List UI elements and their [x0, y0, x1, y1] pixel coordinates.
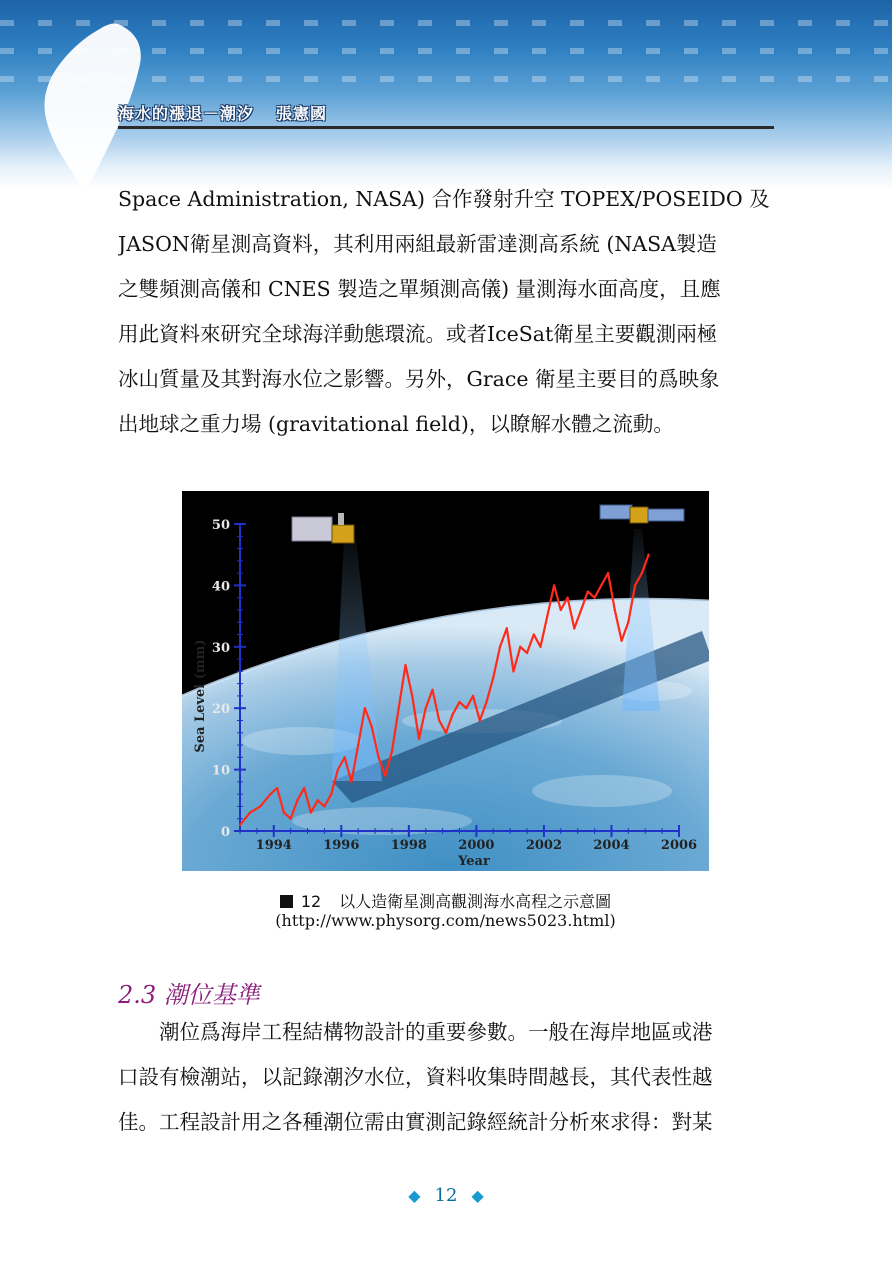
- data-point: [384, 775, 386, 777]
- figure-number: 12: [300, 892, 322, 911]
- data-point: [377, 756, 379, 758]
- data-point: [580, 609, 582, 611]
- data-point: [641, 572, 643, 574]
- data-point: [259, 805, 261, 807]
- data-point: [593, 596, 595, 598]
- text-line: 口設有檢潮站，以記錄潮汐水位，資料收集時間越長，其代表性越: [118, 1065, 713, 1089]
- header-rule: [118, 126, 774, 129]
- data-point: [506, 627, 508, 629]
- text-line: Space Administration, NASA) 合作發射升空 TOPEX/POSEIDO 及: [118, 187, 770, 211]
- data-point: [316, 799, 318, 801]
- y-tick-label: 10: [211, 763, 230, 779]
- x-tick-label: 1998: [390, 838, 427, 853]
- body-paragraph-2: [118, 1010, 774, 1145]
- page-footer: [0, 1185, 892, 1206]
- running-title-text: 海水的漲退－潮汐: [118, 104, 255, 123]
- data-point: [249, 811, 251, 813]
- data-point: [539, 646, 541, 648]
- data-point: [283, 811, 285, 813]
- data-point: [391, 750, 393, 752]
- data-point: [472, 695, 474, 697]
- data-point: [411, 695, 413, 697]
- data-point: [465, 707, 467, 709]
- data-point: [519, 646, 521, 648]
- data-point: [573, 627, 575, 629]
- section-heading: [118, 975, 260, 1010]
- data-point: [512, 670, 514, 672]
- figure-caption: [182, 889, 709, 912]
- data-point: [627, 621, 629, 623]
- data-point: [445, 732, 447, 734]
- text-line: 出地球之重力場 (gravitational field)，以瞭解水體之流動。: [118, 412, 674, 436]
- header-banner: [0, 0, 892, 190]
- data-point: [485, 701, 487, 703]
- data-point: [607, 572, 609, 574]
- data-point: [371, 725, 373, 727]
- data-point: [647, 554, 649, 556]
- x-tick-label: 2002: [525, 838, 563, 853]
- data-point: [418, 738, 420, 740]
- data-point: [546, 615, 548, 617]
- y-tick-label: 0: [220, 825, 230, 840]
- y-axis-label: Sea Level (mm): [193, 639, 208, 753]
- data-point: [526, 652, 528, 654]
- data-point: [587, 590, 589, 592]
- data-point: [398, 707, 400, 709]
- body-paragraph-1: [118, 177, 774, 447]
- section-title: 潮位基準: [163, 981, 260, 1009]
- data-point: [343, 756, 345, 758]
- diamond-icon: ◆: [471, 1186, 484, 1205]
- data-point: [499, 646, 501, 648]
- text-line: 冰山質量及其對海水位之影響。另外，Grace 衛星主要目的爲映象: [118, 367, 720, 391]
- x-tick-label: 2004: [593, 838, 630, 853]
- data-point: [323, 805, 325, 807]
- data-point: [479, 719, 481, 721]
- data-point: [560, 609, 562, 611]
- data-point: [533, 633, 535, 635]
- data-point: [600, 584, 602, 586]
- figure-source: (http://www.physorg.com/news5023.html): [275, 911, 616, 930]
- data-point: [620, 639, 622, 641]
- data-point: [458, 701, 460, 703]
- caption-text: 以人造衛星測高觀測海水高程之示意圖: [339, 892, 612, 911]
- data-point: [425, 707, 427, 709]
- data-point: [303, 787, 305, 789]
- author-name: 張憲國: [276, 104, 328, 123]
- data-point: [276, 787, 278, 789]
- page-number: 12: [434, 1185, 458, 1206]
- sea-level-chart: [182, 491, 709, 871]
- data-point: [492, 676, 494, 678]
- data-point: [634, 584, 636, 586]
- data-point: [364, 707, 366, 709]
- text-line: JASON衛星測高資料，其利用兩組最新雷達測高系統 (NASA製造: [118, 232, 717, 256]
- data-point: [553, 584, 555, 586]
- x-tick-label: 2000: [458, 838, 495, 853]
- caption-marker: [280, 895, 293, 908]
- data-point: [350, 781, 352, 783]
- y-tick-label: 30: [211, 640, 230, 656]
- y-tick-label: 20: [211, 702, 230, 718]
- data-point: [566, 596, 568, 598]
- x-tick-label: 1994: [255, 838, 292, 853]
- y-tick-label: 50: [211, 518, 230, 533]
- data-point: [404, 664, 406, 666]
- data-point: [357, 744, 359, 746]
- data-point: [337, 768, 339, 770]
- text-line: 用此資料來研究全球海洋動態環流。或者IceSat衛星主要觀測兩極: [118, 322, 718, 346]
- data-point: [269, 793, 271, 795]
- y-tick-label: 40: [211, 579, 230, 595]
- text-line: 佳。工程設計用之各種潮位需由實測記錄經統計分析來求得：對某: [118, 1110, 713, 1134]
- data-point: [431, 689, 433, 691]
- data-point: [330, 793, 332, 795]
- sea-level-figure: [182, 491, 709, 871]
- text-line: 之雙頻測高儀和 CNES 製造之單頻測高儀) 量測海水面高度，且應: [118, 277, 721, 301]
- data-point: [438, 719, 440, 721]
- data-point: [239, 824, 241, 826]
- data-point: [289, 818, 291, 820]
- section-number: 2.3: [118, 981, 157, 1009]
- data-point: [310, 811, 312, 813]
- x-axis-label: Year: [458, 854, 490, 869]
- diamond-icon: ◆: [408, 1186, 421, 1205]
- x-tick-label: 1996: [323, 838, 360, 853]
- text-line: 潮位爲海岸工程結構物設計的重要參數。一般在海岸地區或港: [118, 1020, 713, 1044]
- data-point: [452, 713, 454, 715]
- data-point: [614, 609, 616, 611]
- running-title: [118, 101, 327, 123]
- x-tick-label: 2006: [660, 838, 698, 853]
- data-point: [296, 799, 298, 801]
